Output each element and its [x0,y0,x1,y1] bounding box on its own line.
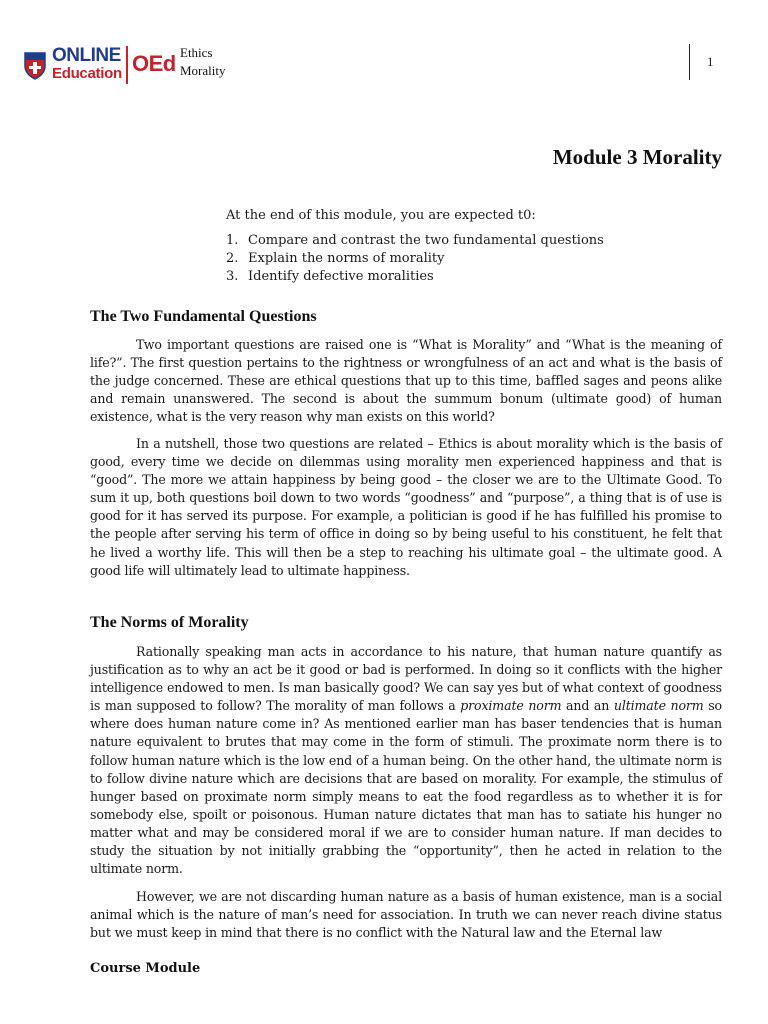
objective-text: Identify defective moralities [248,269,434,284]
objective-text: Explain the norms of morality [248,251,445,266]
module-title: Module 3 Morality [552,145,722,169]
objective-number: 1. [226,233,239,248]
paragraph-text: and an [561,698,614,714]
logo-education-text: Education [52,65,122,82]
section-heading-fundamental-questions: The Two Fundamental Questions [90,308,317,325]
header-divider [689,44,690,80]
logo-online-text: ONLINE [52,45,121,66]
header-course-info [180,44,226,80]
paragraph-fundamental-questions-2: In a nutshell, those two questions are related – Ethics is about morality which is the basis of good, every time we decide on dilemmas using morality men experienced happiness and that is “good”. The more we attain happiness by being good – the closer we are to the Ultimate Good. To sum it up, both questions boil down to two words “goodness” and “purpose”, a thing that is of use is good for it has served its purpose. For example, a politician is good if he has fulfilled his promise to the people after serving his term of office in doing so by being useful to his constituent, he felt that he lived a worthy life. This will then be a step to reaching his ultimate goal – the ultimate good. A good life will ultimately lead to ultimate happiness. [90,436,722,578]
objective-number: 3. [226,269,239,284]
header-topic: Morality [180,63,226,78]
logo-oed-text: OEd [132,51,176,76]
objective-item [226,268,604,286]
online-education-logo [22,44,174,84]
paragraph-norms-2: However, we are not discarding human nature as a basis of human existence, man is a social animal which is the nature of man’s need for association. In truth we can never reach divine status but we must keep in mind that there is no conflict with the Natural law and the Eternal law [90,889,722,941]
footer-course-module: Course Module [90,961,201,976]
section-heading-norms-of-morality: The Norms of Morality [90,614,249,631]
paragraph-text: so where does human nature come in? As mentioned earlier man has baser tendencies that is human nature equivalent to brutes that may come in the form of stimuli. The proximate norm there is to follow human nature which is the low end of a human being. On the other hand, the ultimate norm is to follow divine nature which are decisions that are based on morality. For example, the stimulus of hunger based on proximate norm simply means to eat the food regardless as to whether it is for somebody else, spoilt or poisonous. Human nature dictates that man has to satiate his hunger no matter what and may be considered moral if we are to consider human nature. If man decides to study the situation by not initially grabbing the “opportunity”, then he acted in relation to the ultimate norm. [90,698,722,877]
page-header [22,40,746,90]
term-proximate-norm: proximate norm [460,698,562,714]
shield-crest-icon [24,52,46,80]
term-ultimate-norm: ultimate norm [613,698,704,714]
paragraph-fundamental-questions-1: Two important questions are raised one is “What is Morality” and “What is the meaning of life?”. The first question pertains to the rightness or wrongfulness of an act and what is the basis of the judge concerned. These are ethical questions that up to this time, baffled sages and peons alike and remain unanswered. The second is about the summum bonum (ultimate good) of human existence, what is the very reason why man exists on this world? [90,337,722,425]
paragraph-text: Rationally speaking man acts in accordance to his nature, that human nature quantify as justification as to why an act be it good or bad is performed. In doing so it conflicts with the higher intelligence endowed to men. Is man basically good? We can say yes but of what context of goodness is man supposed to follow? The morality of man follows a [90,644,722,714]
objective-number: 2. [226,251,239,266]
page-number: 1 [707,54,714,69]
logo-divider [126,46,128,84]
header-course: Ethics [180,45,213,60]
objective-item [226,232,604,250]
objective-text: Compare and contrast the two fundamental questions [248,233,604,248]
objectives-intro: At the end of this module, you are expected t0: [226,208,536,223]
objectives-list [226,232,604,286]
objective-item [226,250,604,268]
paragraph-norms-1 [90,643,722,878]
